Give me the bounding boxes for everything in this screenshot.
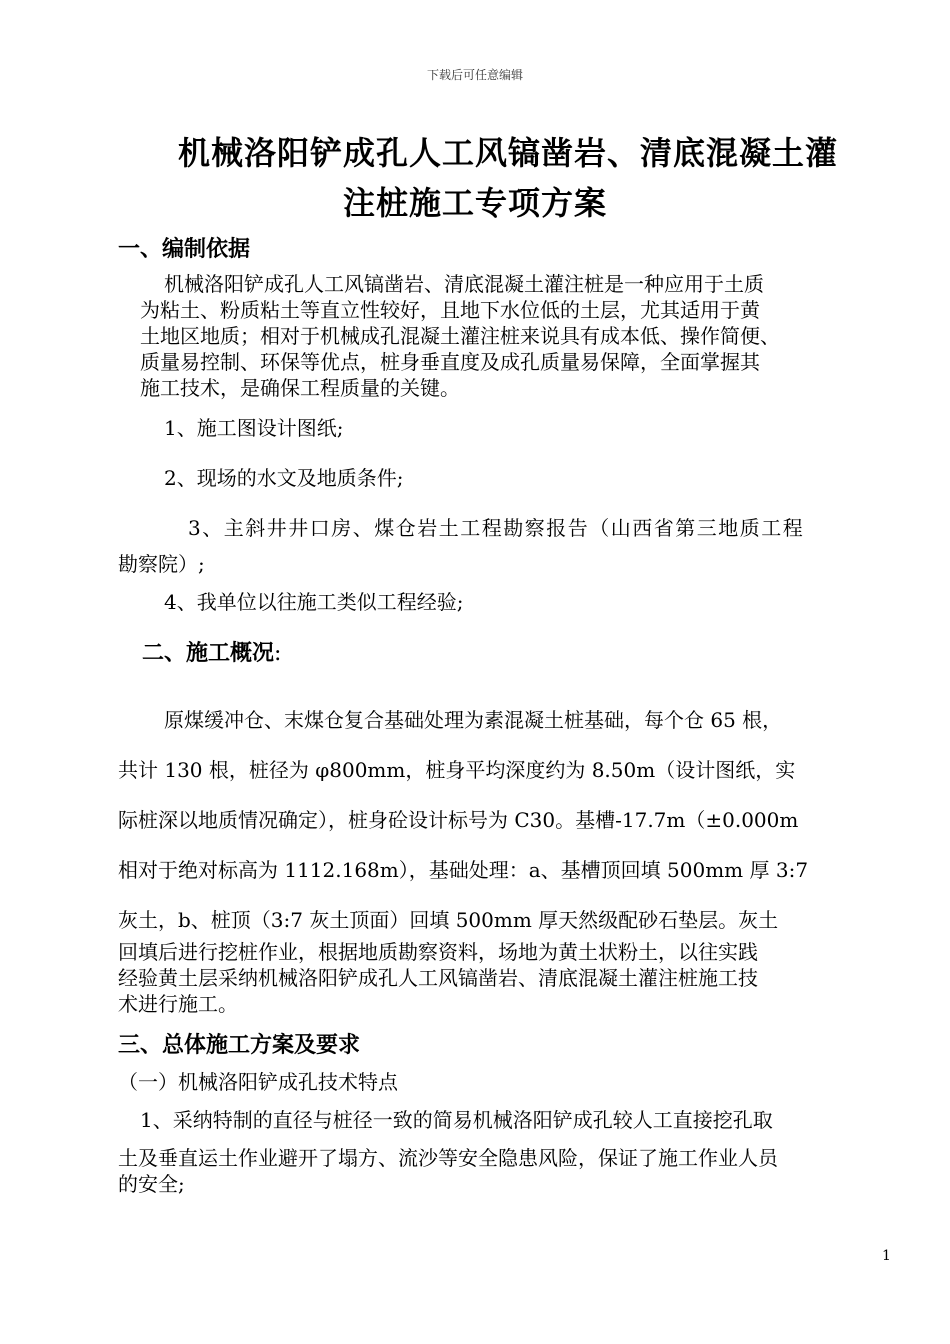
- s1-item-3-line-1: 3、主斜井井口房、煤仓岩土工程勘察报告（山西省第三地质工程: [188, 516, 805, 540]
- s2-tail-line-2: 经验黄土层采纳机械洛阳铲成孔人工风镐凿岩、清底混凝土灌注桩施工技: [118, 966, 758, 990]
- s1-item-1: 1、施工图设计图纸;: [164, 416, 344, 440]
- s1-para-line-3: 土地区地质；相对于机械成孔混凝土灌注桩来说具有成本低、操作简便、: [140, 324, 780, 348]
- section-1-heading: 一、编制依据: [118, 236, 251, 262]
- s2-line-1: 原煤缓冲仓、末煤仓复合基础处理为素混凝土桩基础，每个仓 65 根，: [164, 708, 783, 732]
- s1-para-line-1: 机械洛阳铲成孔人工风镐凿岩、清底混凝土灌注桩是一种应用于土质: [164, 272, 764, 296]
- section-2-heading: [142, 636, 281, 667]
- s3-item-1-line-3: 的安全;: [118, 1172, 185, 1196]
- s1-para-line-2: 为粘土、粉质粘土等直立性较好，且地下水位低的土层，尤其适用于黄: [140, 298, 760, 322]
- s3-item-1-line-2: 土及垂直运土作业避开了塌方、流沙等安全隐患风险，保证了施工作业人员: [118, 1146, 778, 1170]
- header-note: 下载后可任意编辑: [426, 68, 523, 82]
- s1-para-line-5: 施工技术，是确保工程质量的关键。: [140, 376, 460, 400]
- s1-item-4: 4、我单位以往施工类似工程经验;: [164, 590, 464, 614]
- s3-subheading-1: （一）机械洛阳铲成孔技术特点: [118, 1070, 398, 1094]
- document-title-line-1: 机械洛阳铲成孔人工风镐凿岩、清底混凝土灌: [178, 134, 839, 172]
- s1-para-line-4: 质量易控制、环保等优点，桩身垂直度及成孔质量易保障，全面掌握其: [140, 350, 760, 374]
- s2-tail-line-3: 术进行施工。: [118, 992, 238, 1016]
- section-2-heading-colon: :: [274, 641, 282, 666]
- document-title-line-2: 注桩施工专项方案: [342, 184, 607, 222]
- s2-line-5: 灰土，b、桩顶（3:7 灰土顶面）回填 500mm 厚天然级配砂石垫层。灰土: [118, 908, 779, 932]
- s2-line-2: 共计 130 根，桩径为 φ800mm，桩身平均深度约为 8.50m（设计图纸，实: [118, 758, 796, 782]
- page-number: 1: [882, 1248, 891, 1264]
- s2-tail-line-1: 回填后进行挖桩作业，根据地质勘察资料，场地为黄土状粉土，以往实践: [118, 940, 758, 964]
- s1-item-3-line-2: 勘察院）;: [118, 552, 205, 576]
- s1-item-2: 2、现场的水文及地质条件;: [164, 466, 404, 490]
- section-2-heading-text: 二、施工概况: [142, 640, 275, 666]
- s2-line-3: 际桩深以地质情况确定），桩身砼设计标号为 C30。基槽-17.7m（±0.000m: [118, 808, 799, 832]
- section-3-heading: 三、总体施工方案及要求: [118, 1032, 361, 1058]
- s3-item-1-line-1: 1、采纳特制的直径与桩径一致的简易机械洛阳铲成孔较人工直接挖孔取: [140, 1108, 773, 1132]
- s2-line-4: 相对于绝对标高为 1112.168m），基础处理：a、基槽顶回填 500mm 厚 3:7: [118, 858, 809, 882]
